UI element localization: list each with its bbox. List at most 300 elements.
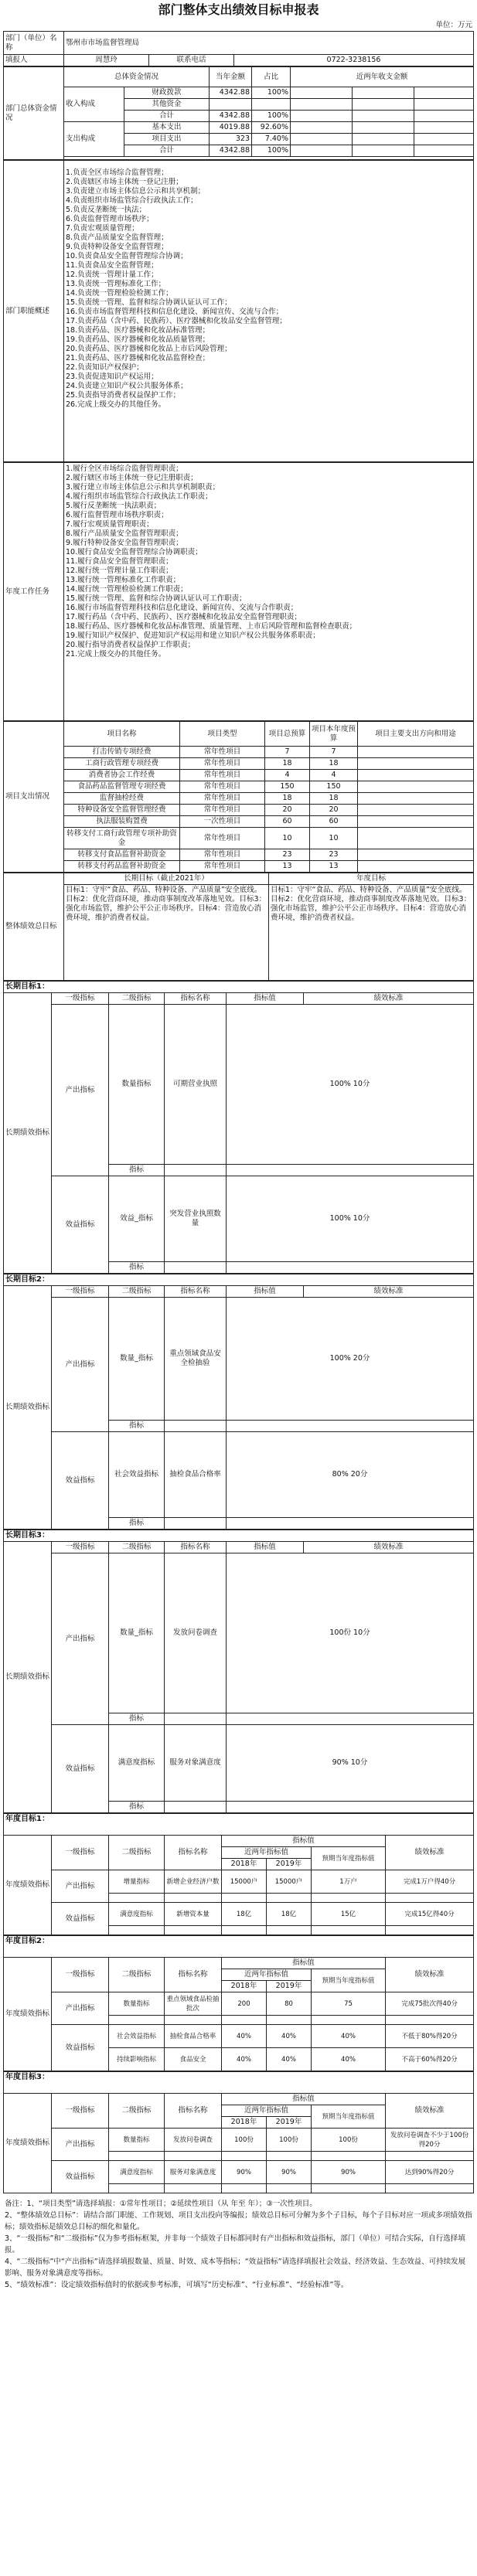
task-line: 7.履行宏观质量管理职责； <box>66 520 154 529</box>
year-goal-plan: 75 <box>312 1992 386 2016</box>
year-goal-l2: 数量指标 <box>109 1992 165 2016</box>
long-goal-l2: 指标 <box>109 1713 165 1725</box>
year-goal-l2: 社会效益指标 <box>109 2025 165 2048</box>
long-goal-l1: 效益指标 <box>52 1432 109 1530</box>
long-goal-header-h1: 一级指标 <box>52 993 109 1005</box>
contact-name: 周慧玲 <box>64 55 149 66</box>
year-goal-name: 新增企业经济户数 <box>165 1870 222 1894</box>
project-year: 18 <box>310 758 358 770</box>
year-goal-l2: 满意度指标 <box>109 1903 165 1926</box>
annual-tasks-label: 年度工作任务 <box>4 463 64 721</box>
task-line: 2.履行辖区市场主体统一登记注册职责； <box>66 474 198 482</box>
year-goal-name <box>165 2152 222 2161</box>
dept-value: 鄂州市市场监督管理局 <box>64 32 474 55</box>
project-year: 23 <box>310 849 358 861</box>
year-goal-v2019 <box>267 2016 312 2025</box>
long-goal-l2: 指标 <box>109 1421 165 1432</box>
col-project-total: 项目总预算 <box>265 722 310 747</box>
year-goal-2018-label: 2018年 <box>222 1981 267 1992</box>
project-type: 常年性项目 <box>180 781 265 793</box>
year-goal-v2018 <box>222 2016 267 2025</box>
long-goal-value <box>227 1262 474 1274</box>
year-goal-header-h4: 指标值 <box>222 1836 386 1847</box>
duty-line: 4.负责组织市场监管综合行政执法工作； <box>66 196 198 205</box>
long-goal-name <box>165 1165 227 1176</box>
project-main-cell <box>358 861 474 873</box>
long-goal-header-h5: 绩效标准 <box>304 1286 474 1298</box>
project-name: 特种设备安全监督管理经费 <box>64 805 180 816</box>
long-goal-header-h5: 绩效标准 <box>304 1542 474 1553</box>
duty-line: 15.负责统一管理、监督和综合协调认证认可工作； <box>66 298 232 307</box>
year-goal-l2 <box>109 2016 165 2025</box>
task-line: 4.履行组织市场监管综合行政执法工作职责； <box>66 492 213 501</box>
project-main-cell <box>358 747 474 758</box>
long-goal-section: 长期绩效指标 <box>4 1542 52 1813</box>
year-goal-v2019: 18亿 <box>267 1903 312 1926</box>
year-goal-l1: 产出指标 <box>52 1992 109 2025</box>
year-goal-l1: 产出指标 <box>52 2129 109 2161</box>
long-goal-header-h3: 指标名称 <box>165 1542 227 1553</box>
year-goal-std: 完成15亿得40分 <box>386 1903 474 1926</box>
col-project-year: 项目本年度预算 <box>310 722 358 747</box>
long-goal-value: 100% 10分 <box>227 1005 474 1165</box>
annual-tasks-content <box>64 463 474 721</box>
project-total: 13 <box>265 861 310 873</box>
year-goal-table <box>3 1813 474 1935</box>
overall-goals-table <box>3 873 474 981</box>
task-line: 6.履行监督管理市场秩序职责； <box>66 511 169 519</box>
long-goal-name <box>165 1262 227 1274</box>
project-row <box>4 781 474 793</box>
duty-line: 13.负责统一管理标准化工作； <box>66 280 166 288</box>
year-goal-name: 发放问卷调查 <box>165 2129 222 2152</box>
year-goal-std <box>386 2016 474 2025</box>
year-goal-name: 抽检食品合格率 <box>165 2025 222 2048</box>
year-goal-name <box>165 2016 222 2025</box>
year-goal-header-h5: 绩效标准 <box>386 2094 474 2129</box>
year-goal-plan-label: 预期当年度指标值 <box>312 1847 386 1870</box>
year-goal-plan: 15亿 <box>312 1903 386 1926</box>
project-year: 18 <box>310 793 358 805</box>
task-line: 18.履行药品、医疗器械和化妆品标准管理、质量管理、上市后风险管理和监督检查职责； <box>66 622 357 631</box>
long-goal-l2: 指标 <box>109 1518 165 1530</box>
project-amount: 323 <box>210 134 252 145</box>
year-goal-header-h5: 绩效标准 <box>386 1836 474 1870</box>
income-total-label: 合计 <box>124 111 210 122</box>
project-total: 23 <box>265 849 310 861</box>
year-goal-title: 年度目标3： <box>4 2072 474 2094</box>
long-goal-header-h4: 指标值 <box>227 1286 304 1298</box>
year-goal-section: 年度绩效指标 <box>4 1836 52 1935</box>
duty-line: 2.负责辖区市场主体统一登记注册； <box>66 178 183 186</box>
funds-table <box>3 66 474 160</box>
year-goal-std <box>386 2152 474 2161</box>
year-goal-v2019: 40% <box>267 2025 312 2048</box>
col-project-type: 项目类型 <box>180 722 265 747</box>
basic-amount: 4019.88 <box>210 122 252 134</box>
year-goal-plan: 40% <box>312 2048 386 2071</box>
project-main-cell <box>358 770 474 781</box>
notes <box>5 2198 472 2291</box>
year-goal-v2019 <box>267 2152 312 2161</box>
long-goal-l2: 满意度指标 <box>109 1725 165 1802</box>
project-year: 13 <box>310 861 358 873</box>
year-goal-std: 完成75批次得40分 <box>386 1992 474 2016</box>
project-name: 转移支付食品监督补助资金 <box>64 849 180 861</box>
annual-tasks-table <box>3 462 474 721</box>
year-goal-std <box>386 2184 474 2193</box>
basic-ratio: 92.60% <box>252 122 291 134</box>
long-goal-header-h4: 指标值 <box>227 1542 304 1553</box>
year-goal-v2019: 40% <box>267 2048 312 2071</box>
year-goal-plan-label: 预期当年度指标值 <box>312 2105 386 2129</box>
income-label: 收入构成 <box>64 87 124 122</box>
project-row <box>4 793 474 805</box>
long-goal-l1: 产出指标 <box>52 1553 109 1725</box>
year-goal-v2018: 100份 <box>222 2129 267 2152</box>
duty-line: 16.负责市场监督管理科技和信息化建设、新闻宣传、交流与合作； <box>66 308 284 316</box>
year-goal-table <box>3 2071 474 2193</box>
year-goal-text: 目标1：守牢“食品、药品、特种设备、产品质量”安全底线。目标2：优化营商环境，推动商事制度改革落地见效。目标3：强化市场监管，维护公平公正市场秩序。目标4：营造放心消费环境，维护消费者权益。 <box>269 885 474 981</box>
duties-content <box>64 161 474 462</box>
funds-total-label: 总体资金情况 <box>64 67 210 87</box>
duty-line: 10.负责食品安全监督管理综合协调； <box>66 252 188 260</box>
year-goal-l2 <box>109 2184 165 2193</box>
year-goal-v2019: 15000户 <box>267 1870 312 1894</box>
project-main-cell <box>358 849 474 861</box>
year-goal-plan <box>312 2016 386 2025</box>
long-goal-header-h3: 指标名称 <box>165 993 227 1005</box>
duty-line: 17.负责药品（含中药、民族药）、医疗器械和化妆品安全监督管理； <box>66 317 287 325</box>
year-goal-std: 达到90%得20分 <box>386 2161 474 2184</box>
long-goal-value: 90% 10分 <box>227 1725 474 1802</box>
long-goal-table <box>3 1274 474 1530</box>
year-goal-l2 <box>109 1926 165 1935</box>
project-year: 150 <box>310 781 358 793</box>
year-goal-name <box>165 1894 222 1903</box>
project-main-cell <box>358 805 474 816</box>
duty-line: 5.负责反垄断统一执法； <box>66 206 147 214</box>
long-goal-l1: 效益指标 <box>52 1725 109 1813</box>
duty-line: 20.负责药品、医疗器械和化妆品上市后风险管理； <box>66 345 232 353</box>
long-goal-value: 100% 10分 <box>227 1176 474 1262</box>
project-total: 10 <box>265 828 310 849</box>
project-row <box>4 849 474 861</box>
project-main-cell <box>358 793 474 805</box>
project-total: 18 <box>265 793 310 805</box>
project-total: 150 <box>265 781 310 793</box>
year-goal-2019-label: 2019年 <box>267 1859 312 1870</box>
duty-line: 1.负责全区市场综合监督管理； <box>66 168 169 177</box>
project-type: 常年性项目 <box>180 849 265 861</box>
task-line: 12.履行统一管理计量工作职责； <box>66 567 173 575</box>
project-type: 一次性项目 <box>180 816 265 828</box>
note-line: 2、“整体绩效总目标”：请结合部门职能、工作规划、项目支出投向等编报；绩效总目标可分解为多个子目标，每个子目标对应一项或多项绩效指标；绩效指标是绩效总目标的细化和量化。 <box>5 2211 472 2231</box>
duty-line: 7.负责宏观质量管理； <box>66 224 139 233</box>
task-line: 16.履行市场监督管理科技和信息化建设、新闻宣传、交流与合作职责； <box>66 604 298 612</box>
project-main-cell <box>358 781 474 793</box>
long-goal-l2: 指标 <box>109 1262 165 1274</box>
long-goal-name: 服务对象满意度 <box>165 1725 227 1802</box>
long-goal-value: 80% 20分 <box>227 1432 474 1518</box>
page-title: 部门整体支出绩效目标申报表 <box>158 2 319 17</box>
year-goal-section: 年度绩效指标 <box>4 1958 52 2071</box>
project-main-cell <box>358 816 474 828</box>
project-year: 10 <box>310 828 358 849</box>
year-goal-plan-label: 预期当年度指标值 <box>312 1969 386 1992</box>
year-goal-recent-label: 近两年指标值 <box>222 1847 312 1859</box>
long-goal-l1: 产出指标 <box>52 1005 109 1176</box>
year-goal-plan <box>312 2152 386 2161</box>
long-goal-header-h1: 一级指标 <box>52 1286 109 1298</box>
projects-table <box>3 721 474 873</box>
task-line: 9.履行特种设备安全监督管理职责； <box>66 539 183 547</box>
project-row <box>4 828 474 849</box>
duty-line: 25.负责指导消费者权益保护工作； <box>66 391 181 400</box>
long-goal-header-h2: 二级指标 <box>109 1286 165 1298</box>
duty-line: 14.负责统一管理检验检测工作； <box>66 289 173 298</box>
expense-total-label: 合计 <box>124 145 210 157</box>
long-goal-value <box>227 1802 474 1813</box>
expense-total: 4342.88 <box>210 145 252 157</box>
duty-line: 12.负责统一管理计量工作； <box>66 271 158 279</box>
project-name: 工商行政管理专项经费 <box>64 758 180 770</box>
long-goal-l1: 效益指标 <box>52 1176 109 1274</box>
long-goal-l1: 产出指标 <box>52 1298 109 1432</box>
contact-label: 填报人 <box>4 55 64 66</box>
year-goal-name: 新增资本量 <box>165 1903 222 1926</box>
col-project-name: 项目名称 <box>64 722 180 747</box>
note-line: 5、“绩效标准”：设定绩效指标值时的依据或参考标准，可填写“历史标准”、“行业标准”、“经验标准”等。 <box>5 2281 349 2289</box>
long-goal-section: 长期绩效指标 <box>4 1286 52 1530</box>
note-line: 3、“一级指标”和“二级指标”仅为参考指标框架，并非每一个绩效子目标都同时有产出指标和效益指标，部门（单位）可结合实际，自行选择填报。 <box>5 2234 465 2254</box>
note-line: 备注：1、“项目类型”请选择填报：①常年性项目；②延续性项目（从 年至 年）；③一次性项目。 <box>5 2200 317 2208</box>
year-goal-v2019 <box>267 2184 312 2193</box>
long-goal-header-h1: 一级指标 <box>52 1542 109 1553</box>
task-line: 17.履行药品（含中药、民族药）、医疗器械和化妆品安全监督管理职责； <box>66 613 302 621</box>
year-goal-l2: 增量指标 <box>109 1870 165 1894</box>
year-goal-header: 年度目标 <box>269 873 474 885</box>
dept-label: 部门（单位）名称 <box>4 32 64 55</box>
income-total: 4342.88 <box>210 111 252 122</box>
fiscal-amount: 4342.88 <box>210 87 252 99</box>
project-label: 项目支出 <box>124 134 210 145</box>
year-goal-section: 年度绩效指标 <box>4 2094 52 2193</box>
task-line: 21.完成上级交办的其他任务。 <box>66 650 166 658</box>
project-name: 监督抽检经费 <box>64 793 180 805</box>
project-ratio: 7.40% <box>252 134 291 145</box>
task-line: 20.履行指导消费者权益保护工作职责； <box>66 641 196 649</box>
project-name: 转移支付药品监督补助资金 <box>64 861 180 873</box>
task-line: 10.履行食品安全监督管理综合协调职责； <box>66 548 203 556</box>
long-goal-value <box>227 1421 474 1432</box>
year-goal-v2018: 200 <box>222 1992 267 2016</box>
project-type: 常年性项目 <box>180 828 265 849</box>
year-goal-v2018: 18亿 <box>222 1903 267 1926</box>
project-main-cell <box>358 828 474 849</box>
project-name: 消费者协会工作经费 <box>64 770 180 781</box>
year-goal-name: 食品安全 <box>165 2048 222 2071</box>
long-goal-l2: 数量_指标 <box>109 1553 165 1713</box>
project-type: 常年性项目 <box>180 770 265 781</box>
project-year: 20 <box>310 805 358 816</box>
long-goal-name <box>165 1713 227 1725</box>
task-line: 8.履行产品质量安全监督管理职责； <box>66 529 183 538</box>
year-goal-v2019 <box>267 1926 312 1935</box>
long-goal-name: 重点领域食品安全检抽验 <box>165 1298 227 1421</box>
duty-line: 22.负责知识产权保护； <box>66 363 144 372</box>
funds-ratio-label: 占比 <box>252 67 291 87</box>
header-table <box>3 31 474 66</box>
project-year: 7 <box>310 747 358 758</box>
year-goal-title: 年度目标2： <box>4 1936 474 1958</box>
year-goal-l2 <box>109 1894 165 1903</box>
long-goal-value <box>227 1713 474 1725</box>
project-type: 常年性项目 <box>180 861 265 873</box>
long-goal-header: 长期目标（截止2021年） <box>64 873 269 885</box>
long-goal-table <box>3 981 474 1274</box>
year-goal-name <box>165 2184 222 2193</box>
year-goal-l1: 效益指标 <box>52 2161 109 2193</box>
duty-line: 3.负责建立市场主体信息公示和共享机制； <box>66 187 206 196</box>
long-goal-title: 长期目标2： <box>4 1274 474 1286</box>
task-line: 1.履行全区市场综合监督管理职责； <box>66 464 183 473</box>
project-main-cell <box>358 758 474 770</box>
expense-total-ratio: 100% <box>252 145 291 157</box>
income-total-ratio: 100% <box>252 111 291 122</box>
project-row <box>4 816 474 828</box>
duty-line: 6.负责监督管理市场秩序； <box>66 215 154 223</box>
project-type: 常年性项目 <box>180 793 265 805</box>
long-goal-l2: 社会效益指标 <box>109 1432 165 1518</box>
year-goal-l1: 效益指标 <box>52 2025 109 2071</box>
task-line: 15.履行统一管理、监督和综合协调认证认可工作职责； <box>66 594 247 603</box>
year-goal-header-h2: 二级指标 <box>109 2094 165 2129</box>
long-goal-l2: 效益_指标 <box>109 1176 165 1262</box>
long-goal-name: 可期营业执照 <box>165 1005 227 1165</box>
fiscal-label: 财政拨款 <box>124 87 210 99</box>
year-goal-header-h3: 指标名称 <box>165 2094 222 2129</box>
year-goal-std: 发放问卷调查不少于100份得20分 <box>386 2129 474 2152</box>
year-goal-v2018 <box>222 2184 267 2193</box>
year-goal-header-h4: 指标值 <box>222 1958 386 1969</box>
basic-label: 基本支出 <box>124 122 210 134</box>
task-line: 5.履行反垄断统一执法职责； <box>66 502 162 510</box>
year-goal-recent-label: 近两年指标值 <box>222 2105 312 2117</box>
year-goal-plan <box>312 1894 386 1903</box>
projects-label: 项目支出情况 <box>4 722 64 873</box>
long-goal-title: 长期目标1： <box>4 982 474 993</box>
year-goal-header-h4: 指标值 <box>222 2094 386 2105</box>
year-goal-recent-label: 近两年指标值 <box>222 1969 312 1981</box>
long-goal-name <box>165 1518 227 1530</box>
year-goal-header-h2: 二级指标 <box>109 1836 165 1870</box>
task-line: 13.履行统一管理标准化工作职责； <box>66 576 181 584</box>
year-goal-v2018 <box>222 1926 267 1935</box>
long-goal-header-h4: 指标值 <box>227 993 304 1005</box>
year-goal-v2018: 15000户 <box>222 1870 267 1894</box>
project-year: 60 <box>310 816 358 828</box>
long-goal-section: 长期绩效指标 <box>4 993 52 1274</box>
long-goal-name: 突发营业执照数量 <box>165 1176 227 1262</box>
note-line: 4、“二级指标”中“产出指标”请选择填报数量、质量、时效、成本等指标；“效益指标”请选择填报社会效益、经济效益、生态效益、可持续发展影响、服务对象满意度等指标。 <box>5 2258 466 2278</box>
phone-label: 联系电话 <box>149 55 234 66</box>
project-total: 18 <box>265 758 310 770</box>
project-total: 7 <box>265 747 310 758</box>
year-goal-2018-label: 2018年 <box>222 1859 267 1870</box>
year-goal-header-h1: 一级指标 <box>52 1958 109 1992</box>
year-goal-header-h3: 指标名称 <box>165 1836 222 1870</box>
funds-current-label: 当年金额 <box>210 67 252 87</box>
duty-line: 26.完成上级交办的其他任务。 <box>66 400 166 409</box>
year-goal-std <box>386 1926 474 1935</box>
year-goal-l1: 效益指标 <box>52 1903 109 1935</box>
long-goal-l2: 数量指标 <box>109 1005 165 1165</box>
overall-goals-label: 整体绩效总目标 <box>4 873 64 981</box>
funds-recent-label: 近两年收支金额 <box>291 67 474 87</box>
long-goal-table <box>3 1530 474 1813</box>
duty-line: 21.负责药品、医疗器械和化妆品监督检查； <box>66 354 210 362</box>
duty-line: 8.负责产品质量安全监督管理； <box>66 233 169 242</box>
year-goal-header-h1: 一级指标 <box>52 2094 109 2129</box>
duty-line: 11.负责食品安全监督管理； <box>66 261 158 270</box>
project-row <box>4 805 474 816</box>
year-goal-header-h1: 一级指标 <box>52 1836 109 1870</box>
project-total: 20 <box>265 805 310 816</box>
task-line: 3.履行建立市场主体信息公示和共享机制职责； <box>66 483 220 492</box>
long-goal-name: 抽检食品合格率 <box>165 1432 227 1518</box>
year-goal-v2018: 90% <box>222 2161 267 2184</box>
unit-label: 单位：万元 <box>435 21 472 29</box>
year-goal-table <box>3 1935 474 2071</box>
project-row <box>4 747 474 758</box>
long-goal-l2: 指标 <box>109 1165 165 1176</box>
year-goal-header-h2: 二级指标 <box>109 1958 165 1992</box>
fiscal-ratio: 100% <box>252 87 291 99</box>
year-goal-2019-label: 2019年 <box>267 1981 312 1992</box>
phone-value: 0722-3238156 <box>234 55 474 66</box>
duty-line: 9.负责特种设备安全监督管理； <box>66 243 169 251</box>
col-project-main: 项目主要支出方向和用途 <box>358 722 474 747</box>
year-goal-plan: 1万户 <box>312 1870 386 1894</box>
task-line: 11.履行食品安全监督管理职责； <box>66 557 173 566</box>
long-goals <box>0 981 477 1813</box>
year-goal-plan <box>312 2184 386 2193</box>
long-goal-value <box>227 1165 474 1176</box>
long-goal-text: 目标1：守牢“食品、药品、特种设备、产品质量”安全底线。目标2：优化营商环境，推动商事制度改革落地见效。目标3：强化市场监管，维护公平公正市场秩序。目标4：营造放心消费环境，维护消费者权益。 <box>64 885 269 981</box>
year-goal-l2 <box>109 2152 165 2161</box>
long-goal-value: 100% 20分 <box>227 1298 474 1421</box>
year-goal-l2: 持续影响指标 <box>109 2048 165 2071</box>
duty-line: 24.负责建立知识产权公共服务体系； <box>66 382 188 390</box>
duties-label: 部门职能概述 <box>4 161 64 462</box>
year-goal-plan: 90% <box>312 2161 386 2184</box>
project-type: 常年性项目 <box>180 747 265 758</box>
task-line: 19.履行知识产权保护、促进知识产权运用和建立知识产权公共服务体系职责； <box>66 631 320 640</box>
duties-table <box>3 160 474 462</box>
long-goal-title: 长期目标3： <box>4 1530 474 1542</box>
funds-section-label: 部门总体资金情况 <box>4 67 64 160</box>
long-goal-name <box>165 1421 227 1432</box>
project-total: 4 <box>265 770 310 781</box>
long-goal-l2: 数量_指标 <box>109 1298 165 1421</box>
project-name: 打击传销专项经费 <box>64 747 180 758</box>
year-goal-name: 服务对象满意度 <box>165 2161 222 2184</box>
long-goal-header-h2: 二级指标 <box>109 1542 165 1553</box>
duty-line: 19.负责药品、医疗器械和化妆品质量管理； <box>66 335 210 344</box>
year-goal-std: 不低于80%得20分 <box>386 2025 474 2048</box>
year-goal-std: 不高于60%得20分 <box>386 2048 474 2071</box>
